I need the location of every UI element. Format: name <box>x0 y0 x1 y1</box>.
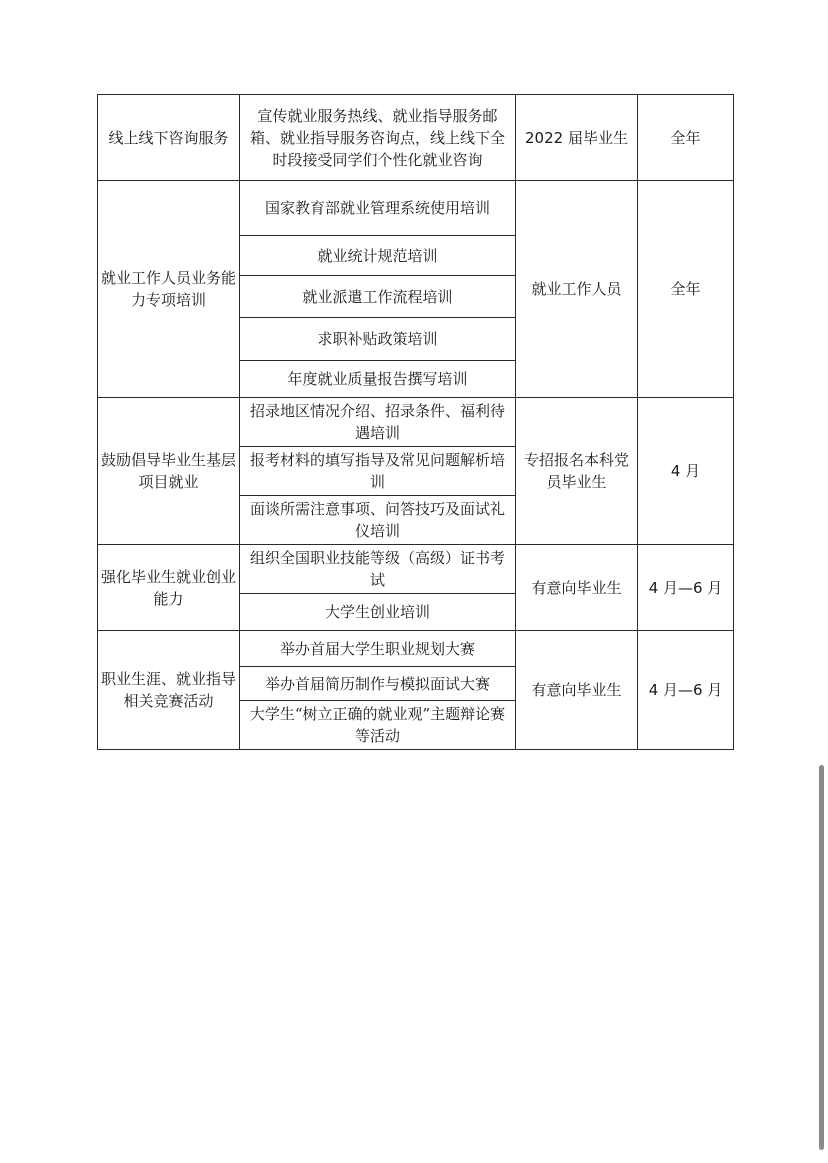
time-cell: 全年 <box>638 181 734 398</box>
vertical-scrollbar[interactable] <box>819 765 824 1150</box>
content-cell: 年度就业质量报告撰写培训 <box>240 361 516 398</box>
time-cell: 全年 <box>638 95 734 181</box>
content-cell: 就业派遣工作流程培训 <box>240 276 516 318</box>
content-cell: 就业统计规范培训 <box>240 236 516 276</box>
content-cell: 招录地区情况介绍、招录条件、福利待遇培训 <box>240 398 516 447</box>
table-row <box>98 95 734 181</box>
project-cell: 强化毕业生就业创业能力 <box>98 545 240 631</box>
project-cell: 鼓励倡导毕业生基层项目就业 <box>98 398 240 545</box>
table-row <box>98 545 734 594</box>
project-cell: 就业工作人员业务能力专项培训 <box>98 181 240 398</box>
target-cell: 专招报名本科党员毕业生 <box>516 398 638 545</box>
target-cell: 有意向毕业生 <box>516 631 638 750</box>
time-cell: 4 月—6 月 <box>638 631 734 750</box>
table-row <box>98 631 734 667</box>
content-cell: 报考材料的填写指导及常见问题解析培训 <box>240 447 516 496</box>
content-cell: 大学生创业培训 <box>240 594 516 631</box>
table-row <box>98 181 734 236</box>
content-cell: 求职补贴政策培训 <box>240 318 516 361</box>
time-cell: 4 月 <box>638 398 734 545</box>
content-cell: 宣传就业服务热线、就业指导服务邮箱、就业指导服务咨询点，线上线下全时段接受同学们个性化就业咨询 <box>240 95 516 181</box>
content-cell: 举办首届简历制作与模拟面试大赛 <box>240 667 516 701</box>
content-cell: 举办首届大学生职业规划大赛 <box>240 631 516 667</box>
content-cell: 组织全国职业技能等级（高级）证书考试 <box>240 545 516 594</box>
content-cell: 大学生“树立正确的就业观”主题辩论赛等活动 <box>240 701 516 750</box>
time-cell: 4 月—6 月 <box>638 545 734 631</box>
content-cell: 国家教育部就业管理系统使用培训 <box>240 181 516 236</box>
table-row <box>98 398 734 447</box>
target-cell: 2022 届毕业生 <box>516 95 638 181</box>
target-cell: 有意向毕业生 <box>516 545 638 631</box>
project-cell: 线上线下咨询服务 <box>98 95 240 181</box>
activity-table <box>97 94 734 750</box>
project-cell: 职业生涯、就业指导相关竞赛活动 <box>98 631 240 750</box>
content-cell: 面谈所需注意事项、问答技巧及面试礼仪培训 <box>240 496 516 545</box>
target-cell: 就业工作人员 <box>516 181 638 398</box>
